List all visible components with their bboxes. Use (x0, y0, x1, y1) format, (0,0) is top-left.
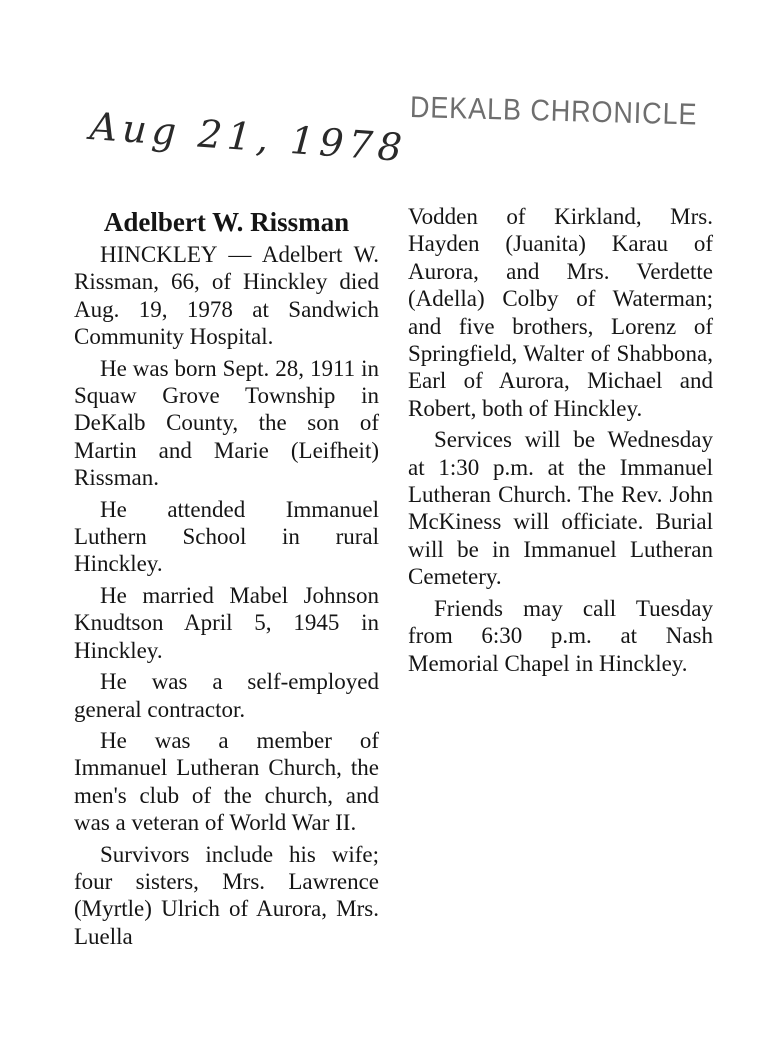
paragraph-death-notice: HINCKLEY — Adelbert W. Rissman, 66, of Hinckley died Aug. 19, 1978 at Sandwich Community Hospital. (74, 242, 379, 350)
paragraph-survivors: Survivors include his wife; four sisters, Mrs. Lawrence (Myrtle) Ulrich of Aurora, Mrs. Luella (74, 841, 379, 949)
paragraph-services: Services will be Wednesday at 1:30 p.m. at the Immanuel Lutheran Church. The Rev. John McKiness will officiate. Burial will be in Immanuel Lutheran Cemetery. (408, 427, 713, 590)
obituary-column-left (74, 203, 379, 950)
obituary-headline: Adelbert W. Rissman (103, 207, 350, 237)
publication-stamp: DEKALB CHRONICLE (409, 91, 698, 132)
paragraph-visitation: Friends may call Tuesday from 6:30 p.m. at Nash Memorial Chapel in Hinckley. (408, 595, 713, 676)
paragraph-school: He attended Immanuel Luthern School in rural Hinckley. (74, 496, 379, 577)
handwritten-date: Aug 21, 1978 (88, 104, 409, 171)
obituary-column-right (408, 203, 713, 677)
paragraph-birth: He was born Sept. 28, 1911 in Squaw Grove Township in DeKalb County, the son of Martin and Marie (Leifheit) Rissman. (74, 355, 379, 491)
paragraph-occupation: He was a self-employed general contractor. (74, 669, 379, 722)
paragraph-membership: He was a member of Immanuel Lutheran Church, the men's club of the church, and was a veteran of World War II. (74, 727, 379, 836)
paragraph-marriage: He married Mabel Johnson Knudtson April 5, 1945 in Hinckley. (74, 582, 379, 663)
paragraph-survivors-continued: Vodden of Kirkland, Mrs. Hayden (Juanita) Karau of Aurora, and Mrs. Verdette (Adella) Colby of Waterman; and five brothers, Lorenz of Springfield, Walter of Shabbona, Earl of Aurora, Michael and Robert, both of Hinckley. (408, 204, 713, 421)
